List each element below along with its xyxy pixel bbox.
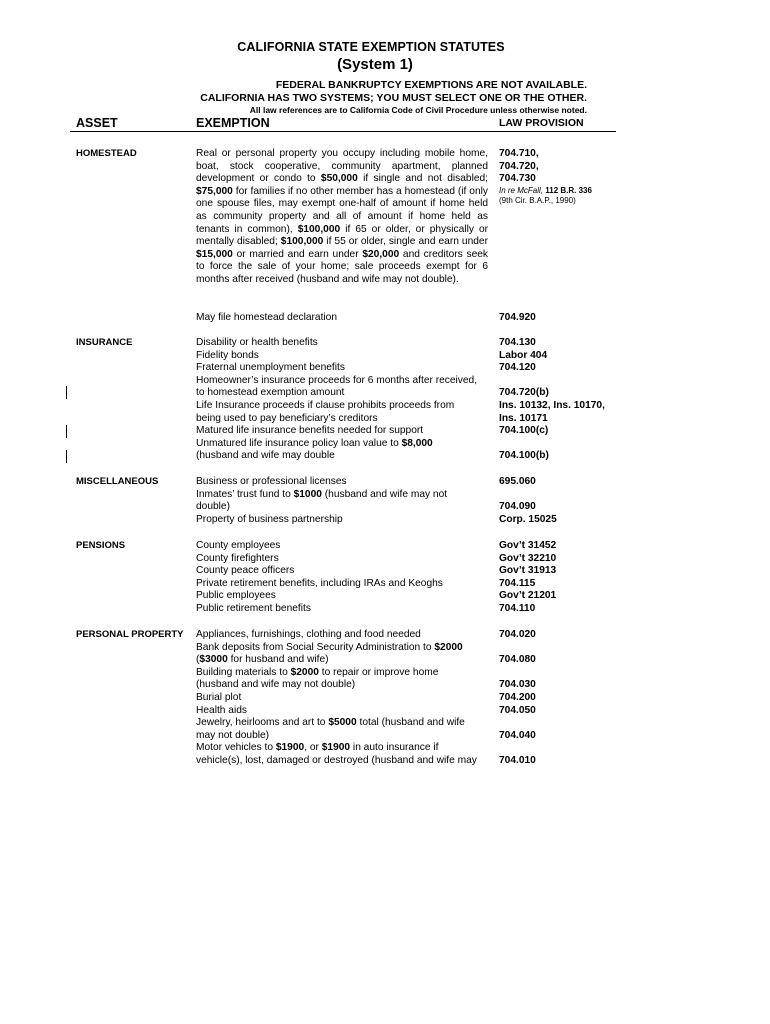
exemption-item: double)	[196, 501, 230, 513]
law-provision: 704.080	[499, 654, 536, 666]
law-provision: 704.010	[499, 755, 536, 766]
law-provision: 704.040	[499, 729, 536, 741]
law-provision: Gov’t 31452	[499, 540, 557, 551]
case-citation-court: (9th Cir. B.A.P., 1990)	[499, 196, 576, 205]
revision-bar	[66, 450, 67, 463]
case-citation: In re McFall, 112 B.R. 336	[499, 186, 592, 195]
law-provision: 704.050	[499, 704, 536, 716]
law-provision: 704.020	[499, 629, 536, 640]
law-provision: Gov’t 21201	[499, 590, 557, 602]
exemption-item: Business or professional licenses	[196, 476, 347, 487]
notice-line-2: CALIFORNIA HAS TWO SYSTEMS; YOU MUST SELECT ONE OR THE OTHER.	[200, 92, 587, 104]
exemption-item: Matured life insurance benefits needed for support	[196, 425, 424, 437]
category-homestead: HOMESTEAD	[76, 148, 137, 159]
law-column-header: LAW PROVISION	[499, 117, 584, 129]
notice-line-1: FEDERAL BANKRUPTCY EXEMPTIONS ARE NOT AVAILABLE.	[275, 79, 587, 91]
exemption-item: Life Insurance proceeds if clause prohibits proceeds from	[196, 400, 455, 411]
exemption-item: Public retirement benefits	[196, 603, 311, 614]
category-personal-property: PERSONAL PROPERTY	[76, 629, 184, 640]
exemption-item: Appliances, furnishings, clothing and food needed	[196, 629, 421, 640]
header-rule	[70, 131, 616, 132]
exemption-item: Unmatured life insurance policy loan value to $8,000	[196, 437, 433, 449]
exemption-item: Health aids	[196, 704, 247, 716]
law-provision: Corp. 15025	[499, 513, 557, 525]
law-provision: 695.060	[499, 476, 536, 487]
category-pensions: PENSIONS	[76, 540, 126, 551]
law-provision: 704.200	[499, 692, 536, 703]
law-provision: Labor 404	[499, 349, 548, 361]
revision-bar	[66, 386, 67, 399]
law-provision: 704.030	[499, 679, 536, 691]
law-reference-note: All law references are to California Code of Civil Procedure unless otherwise noted.	[249, 105, 587, 115]
exemption-item: Private retirement benefits, including IRAs and Keoghs	[196, 577, 443, 589]
exemption-item: Burial plot	[196, 692, 242, 703]
revision-bar	[66, 425, 67, 438]
exemption-item: County peace officers	[196, 565, 295, 577]
exemption-item: Homeowner’s insurance proceeds for 6 months after received,	[196, 374, 478, 386]
category-insurance: INSURANCE	[76, 337, 133, 348]
exemption-item: (husband and wife may double	[196, 450, 335, 462]
exemption-item: Public employees	[196, 590, 276, 602]
exemption-item: being used to pay beneficiary’s creditors	[196, 412, 378, 424]
law-provision: Ins. 10132, Ins. 10170,	[499, 400, 605, 411]
exemption-item: Property of business partnership	[196, 513, 343, 525]
exemption-item: ($3000 for husband and wife)	[196, 654, 329, 666]
law-provision: 704.120	[499, 362, 536, 374]
law-provision: Gov’t 32210	[499, 552, 557, 564]
exemption-column-header: EXEMPTION	[196, 116, 270, 130]
exemption-item: Building materials to $2000 to repair or improve home	[196, 666, 439, 678]
category-miscellaneous: MISCELLANEOUS	[76, 476, 159, 487]
exemption-item: Jewelry, heirlooms and art to $5000 total (husband and wife	[196, 717, 465, 729]
exemption-item: Inmates’ trust fund to $1000 (husband and wife may not	[196, 488, 448, 500]
exemption-item: vehicle(s), lost, damaged or destroyed (husband and wife may	[196, 755, 477, 766]
exemption-item: County firefighters	[196, 552, 279, 564]
law-provision: Ins. 10171	[499, 412, 548, 424]
law-provision: 704.710,	[499, 148, 539, 159]
system-subtitle: (System 1)	[337, 56, 413, 73]
law-provision: 704.100(c)	[499, 425, 549, 437]
homestead-description: Real or personal property you occupy including mobile home, boat, stock cooperative, community apartment, planned development or condo to $50,000 if single and not disabled; $75,000 for families if no other member has a homestead (if only one spouse files, may exempt one-half of amount if home held as community property and all of amount if home held as tenants in common), $100,000 if 65 or older, or physically or mentally disabled; $100,000 if 55 or older, single and earn under $15,000 or married and earn under $20,000 and creditors seek to force the sale of your home; sale proceeds exempt for 6 months after received (husband and wife may not double).	[196, 148, 488, 285]
law-provision: 704.110	[499, 603, 536, 614]
document-title: CALIFORNIA STATE EXEMPTION STATUTES	[237, 40, 505, 54]
exemption-item: Fraternal unemployment benefits	[196, 362, 345, 374]
law-provision: Gov’t 31913	[499, 565, 557, 577]
law-provision: 704.130	[499, 337, 536, 348]
law-provision: 704.720(b)	[499, 387, 549, 399]
law-provision: 704.730	[499, 173, 536, 185]
asset-column-header: ASSET	[76, 116, 118, 130]
exemption-item: to homestead exemption amount	[196, 387, 345, 399]
exemption-item: Bank deposits from Social Security Administration to $2000	[196, 641, 463, 653]
exemption-item: Motor vehicles to $1900, or $1900 in auto insurance if	[196, 742, 439, 754]
law-provision: 704.920	[499, 312, 536, 323]
law-provision: 704.115	[499, 577, 536, 589]
exemption-item: Disability or health benefits	[196, 337, 318, 348]
exemption-item: County employees	[196, 540, 281, 551]
exemption-item: Fidelity bonds	[196, 349, 259, 361]
law-provision: 704.720,	[499, 160, 539, 172]
law-provision: 704.100(b)	[499, 450, 549, 462]
exemption-item: (husband and wife may not double)	[196, 679, 356, 691]
exemption-item: may not double)	[196, 729, 270, 741]
law-provision: 704.090	[499, 501, 536, 513]
homestead-declaration: May file homestead declaration	[196, 312, 338, 323]
